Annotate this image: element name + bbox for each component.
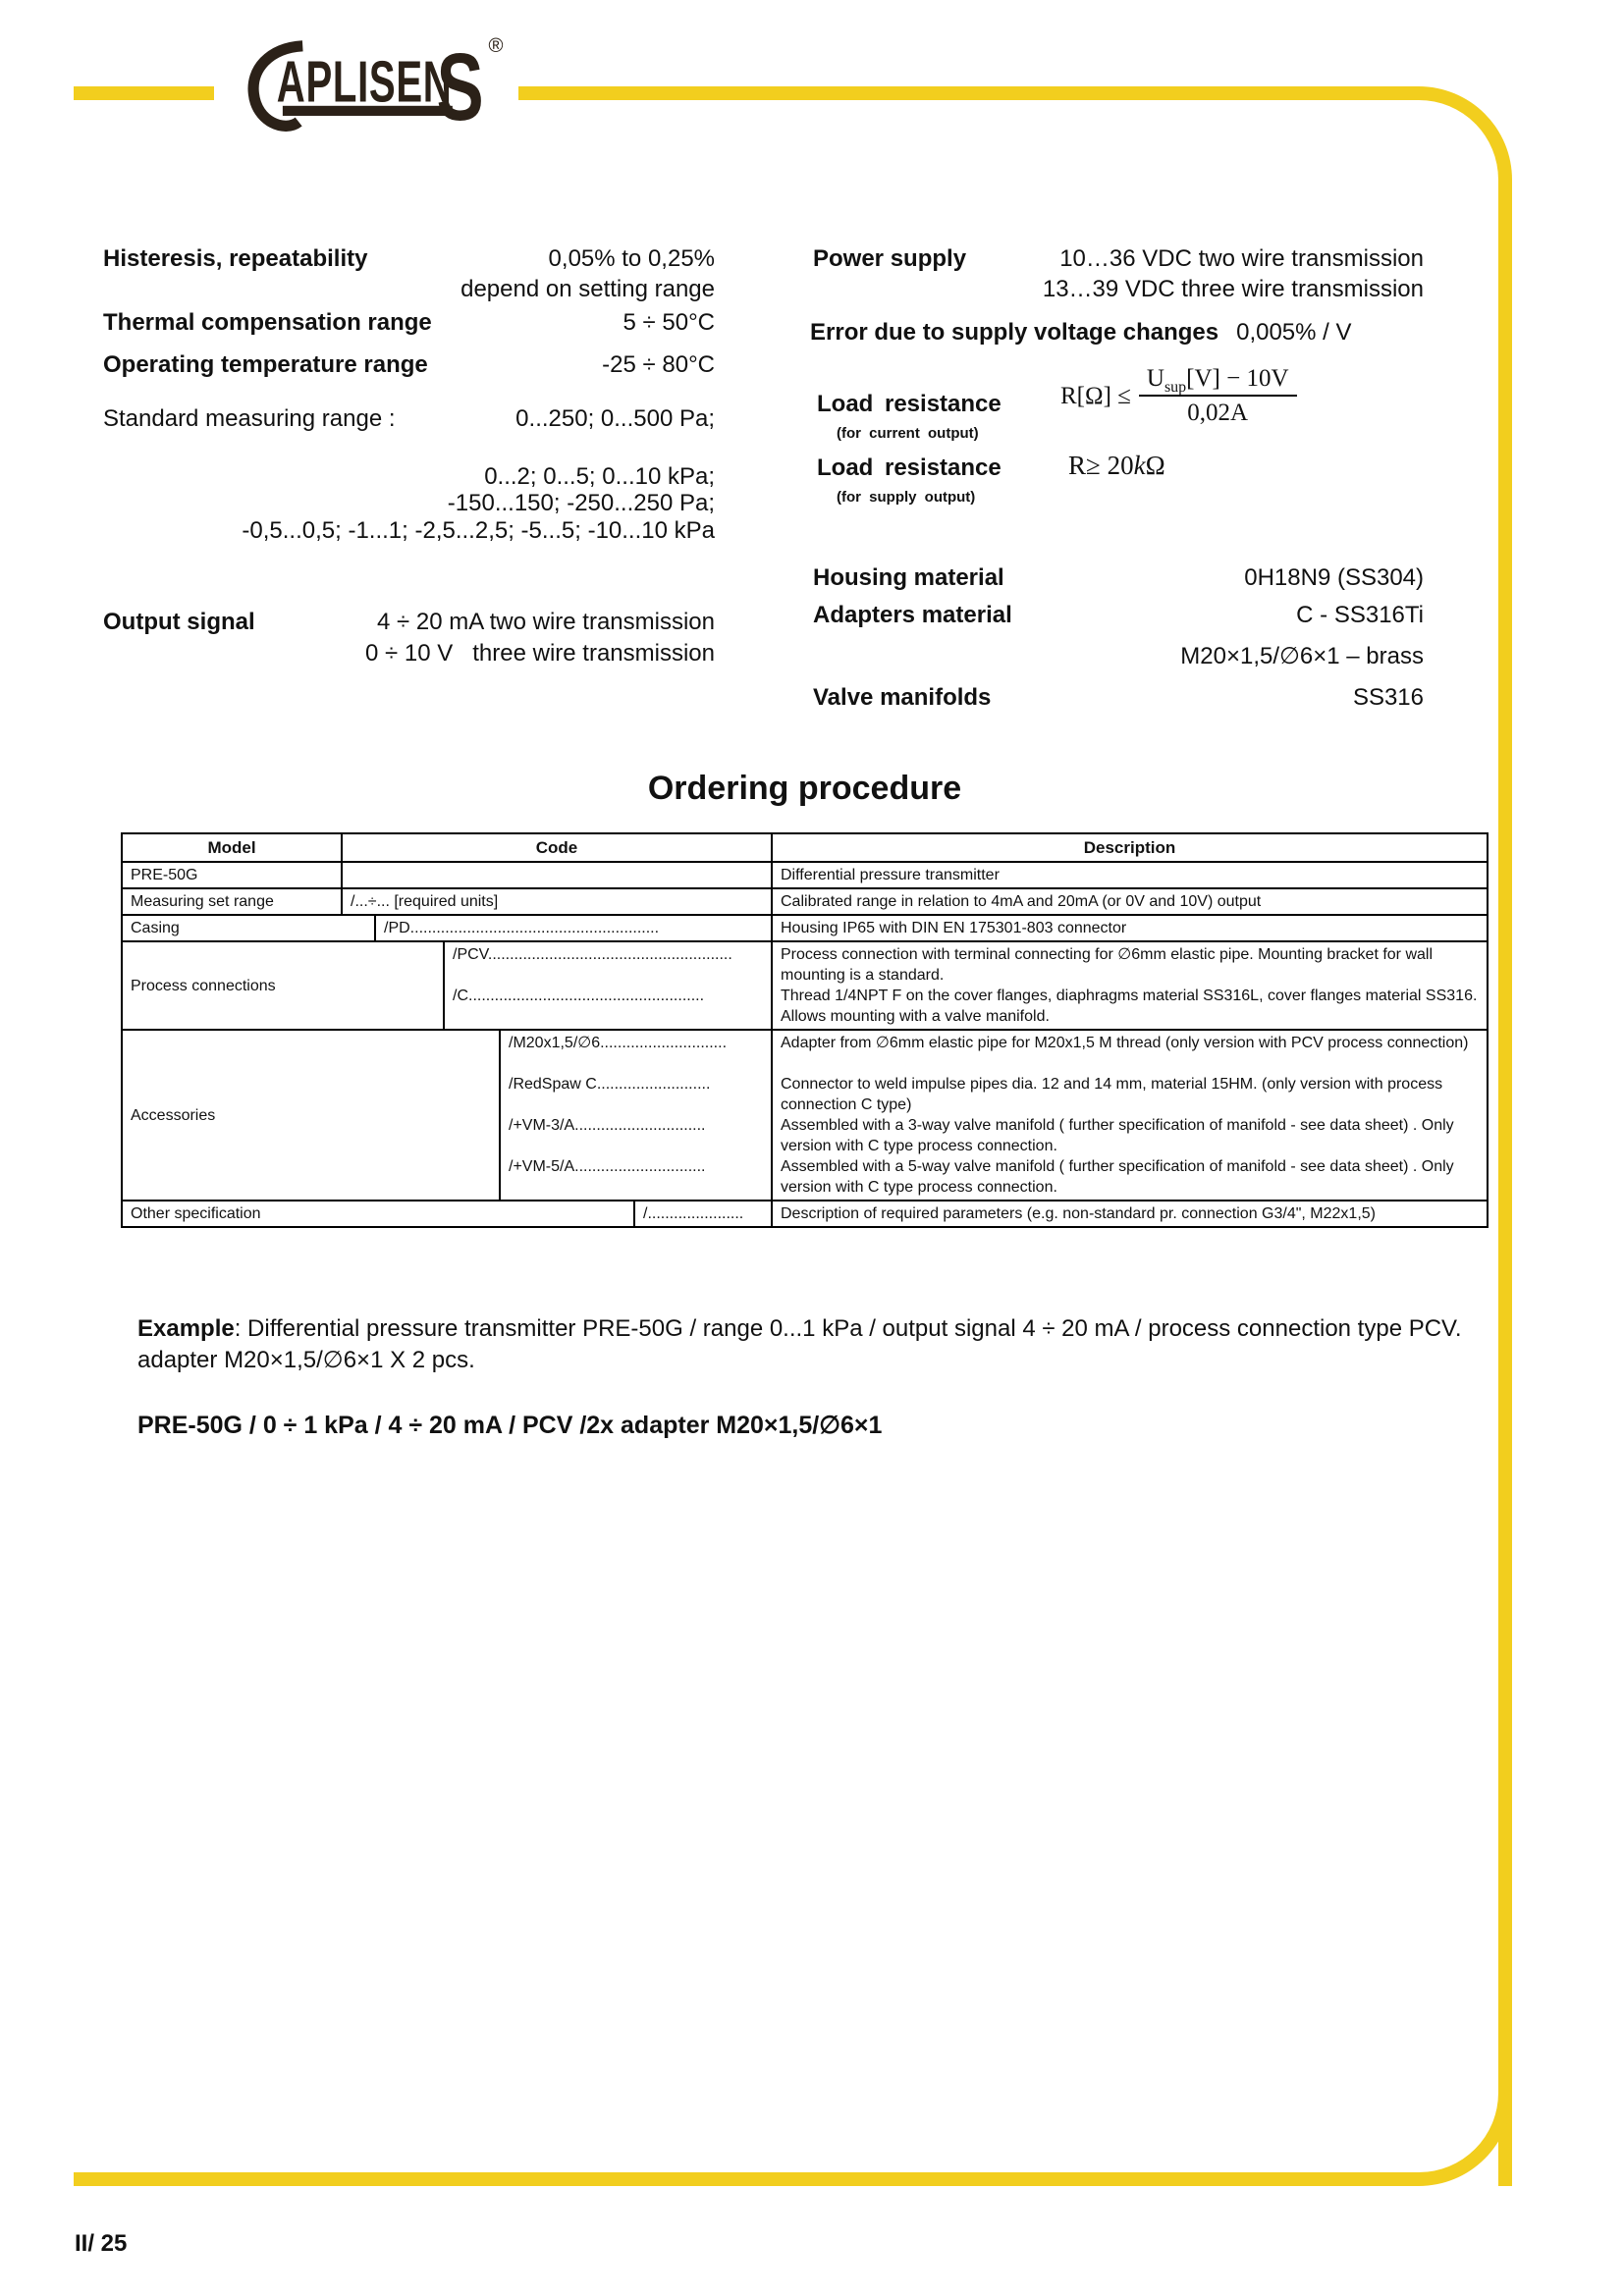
range-label: Measuring set range [123, 889, 343, 914]
accessory-desc-m20: Adapter from ∅6mm elastic pipe for M20x1,5 M thread (only version with PCV process connection) [781, 1035, 1469, 1051]
example-paragraph [137, 1313, 1507, 1376]
thermal-label: Thermal compensation range [103, 309, 432, 336]
table-row-model [123, 861, 1487, 887]
table-row-range [123, 887, 1487, 914]
table-row-process [123, 940, 1487, 1029]
output-value1: 4 ÷ 20 mA two wire transmission [377, 609, 715, 635]
adapters-label: Adapters material [813, 602, 1012, 628]
process-desc-pcv: Process connection with terminal connecting for ∅6mm elastic pipe. Mounting bracket for wall mounting is a standard. [781, 946, 1434, 984]
accent-bar-top-left [74, 86, 214, 100]
accessory-code-vm5: /+VM-5/A.............................. [509, 1158, 706, 1175]
process-code-pcv: /PCV........................................................ [453, 946, 732, 963]
other-code: /...................... [635, 1201, 773, 1226]
process-codes [445, 942, 773, 1029]
measuring-value1: 0...250; 0...500 Pa; [515, 405, 715, 432]
housing-label: Housing material [813, 564, 1004, 591]
accessories-descs [773, 1031, 1487, 1200]
load1-denominator: 0,02A [1187, 400, 1249, 426]
process-label: Process connections [123, 942, 445, 1029]
measuring-value4: -0,5...0,5; -1...1; -2,5...2,5; -5...5; -10...10 kPa [242, 517, 715, 544]
registered-mark: ® [488, 34, 504, 57]
output-value2: 0 ÷ 10 V three wire transmission [365, 640, 715, 667]
header-code: Code [343, 834, 773, 861]
histeresis-label: Histeresis, repeatability [103, 245, 368, 272]
page-number: II/ 25 [75, 2230, 128, 2257]
casing-desc: Housing IP65 with DIN EN 175301-803 connector [781, 920, 1127, 936]
load1-num-rest: [V] − 10V [1186, 365, 1289, 392]
error-label: Error due to supply voltage changes [810, 319, 1219, 346]
example-label: Example [137, 1315, 235, 1342]
accessory-desc-redspaw: Connector to weld impulse pipes dia. 12 and 14 mm, material 15HM. (only version with process connection C type) [781, 1076, 1443, 1113]
casing-code: /PD......................................................... [376, 916, 773, 940]
aplisens-logo [231, 31, 520, 144]
error-line [810, 319, 1352, 347]
process-desc-c: Thread 1/4NPT F on the cover flanges, diaphragms material SS316L, cover flanges material SS316. Allows mounting with a valve manifold. [781, 988, 1478, 1025]
load1-num-u: U [1146, 365, 1164, 392]
table-row-accessories [123, 1029, 1487, 1200]
header-description: Description [1083, 838, 1176, 857]
load2-value-r: R≥ 20 [1068, 451, 1134, 480]
load2-value-k: k [1133, 451, 1146, 480]
load1-formula [1060, 365, 1297, 427]
adapters-value: C - SS316Ti [1296, 602, 1424, 628]
accessory-desc-vm3: Assembled with a 3-way valve manifold ( further specification of manifold - see data sheet) . Only version with C type process connection. [781, 1117, 1454, 1154]
range-code: /...÷... [required units] [343, 889, 773, 914]
operating-label: Operating temperature range [103, 351, 428, 378]
model-code [343, 863, 773, 887]
example-text: : Differential pressure transmitter PRE-50G / range 0...1 kPa / output signal 4 ÷ 20 mA / process connection type PCV. adapter M20×1,5/∅6×1 X 2 pcs. [137, 1315, 1462, 1373]
error-value: 0,005% / V [1236, 319, 1352, 346]
load1-num-sub: sup [1164, 379, 1187, 396]
power-label: Power supply [813, 245, 967, 272]
operating-value: -25 ÷ 80°C [602, 351, 715, 378]
accessory-code-m20: /M20x1,5/∅6............................. [509, 1035, 728, 1051]
valve-value: SS316 [1352, 684, 1424, 711]
logo-s: S [436, 33, 484, 141]
ordering-heading: Ordering procedure [647, 770, 962, 807]
example-order-code: PRE-50G / 0 ÷ 1 kPa / 4 ÷ 20 mA / PCV /2x adapter M20×1,5/∅6×1 [137, 1412, 883, 1439]
power-value2: 13…39 VDC three wire transmission [1042, 276, 1424, 302]
histeresis-value2: depend on setting range [460, 276, 715, 302]
output-label: Output signal [103, 609, 255, 635]
accessory-desc-vm5: Assembled with a 5-way valve manifold ( further specification of manifold - see data sheet) . Only version with C type process connection. [781, 1158, 1454, 1196]
load2-value [1068, 452, 1165, 479]
measuring-label: Standard measuring range : [103, 405, 396, 432]
table-row-other [123, 1200, 1487, 1226]
load2-sublabel: (for supply output) [837, 489, 976, 506]
model-desc: Differential pressure transmitter [781, 867, 1000, 883]
accessories-label: Accessories [123, 1031, 501, 1200]
process-descs [773, 942, 1487, 1029]
load2-label: Load resistance [817, 454, 1001, 481]
thermal-value: 5 ÷ 50°C [623, 309, 715, 336]
housing-value: 0H18N9 (SS304) [1244, 564, 1424, 591]
accessory-code-redspaw: /RedSpaw C.......................... [509, 1076, 711, 1093]
model-label: PRE-50G [123, 863, 343, 887]
load1-numerator [1139, 365, 1297, 397]
process-code-c: /C...................................................... [453, 988, 705, 1004]
load1-sublabel: (for current output) [837, 425, 979, 442]
casing-label: Casing [123, 916, 376, 940]
load2-value-ohm: Ω [1145, 451, 1165, 480]
valve-label: Valve manifolds [813, 684, 992, 711]
other-label: Other specification [123, 1201, 635, 1226]
power-value1: 10…36 VDC two wire transmission [1059, 245, 1424, 272]
accessories-codes [501, 1031, 773, 1200]
histeresis-value: 0,05% to 0,25% [548, 245, 715, 272]
table-row-casing [123, 914, 1487, 940]
load1-label: Load resistance [817, 391, 1001, 417]
adapters-value2: M20×1,5/∅6×1 – brass [1180, 643, 1424, 669]
accessory-code-vm3: /+VM-3/A.............................. [509, 1117, 706, 1134]
load1-fraction [1139, 365, 1297, 427]
table-header-row [123, 834, 1487, 861]
range-desc: Calibrated range in relation to 4mA and 20mA (or 0V and 10V) output [781, 893, 1262, 910]
logo-text: APLISEN [276, 48, 453, 115]
load1-formula-lhs: R[Ω] ≤ [1060, 382, 1131, 409]
header-model: Model [123, 834, 343, 861]
measuring-value2: 0...2; 0...5; 0...10 kPa; [484, 463, 715, 490]
other-desc: Description of required parameters (e.g. non-standard pr. connection G3/4", M22x1,5) [781, 1205, 1376, 1222]
measuring-value3: -150...150; -250...250 Pa; [447, 490, 715, 516]
ordering-table [121, 832, 1489, 1228]
